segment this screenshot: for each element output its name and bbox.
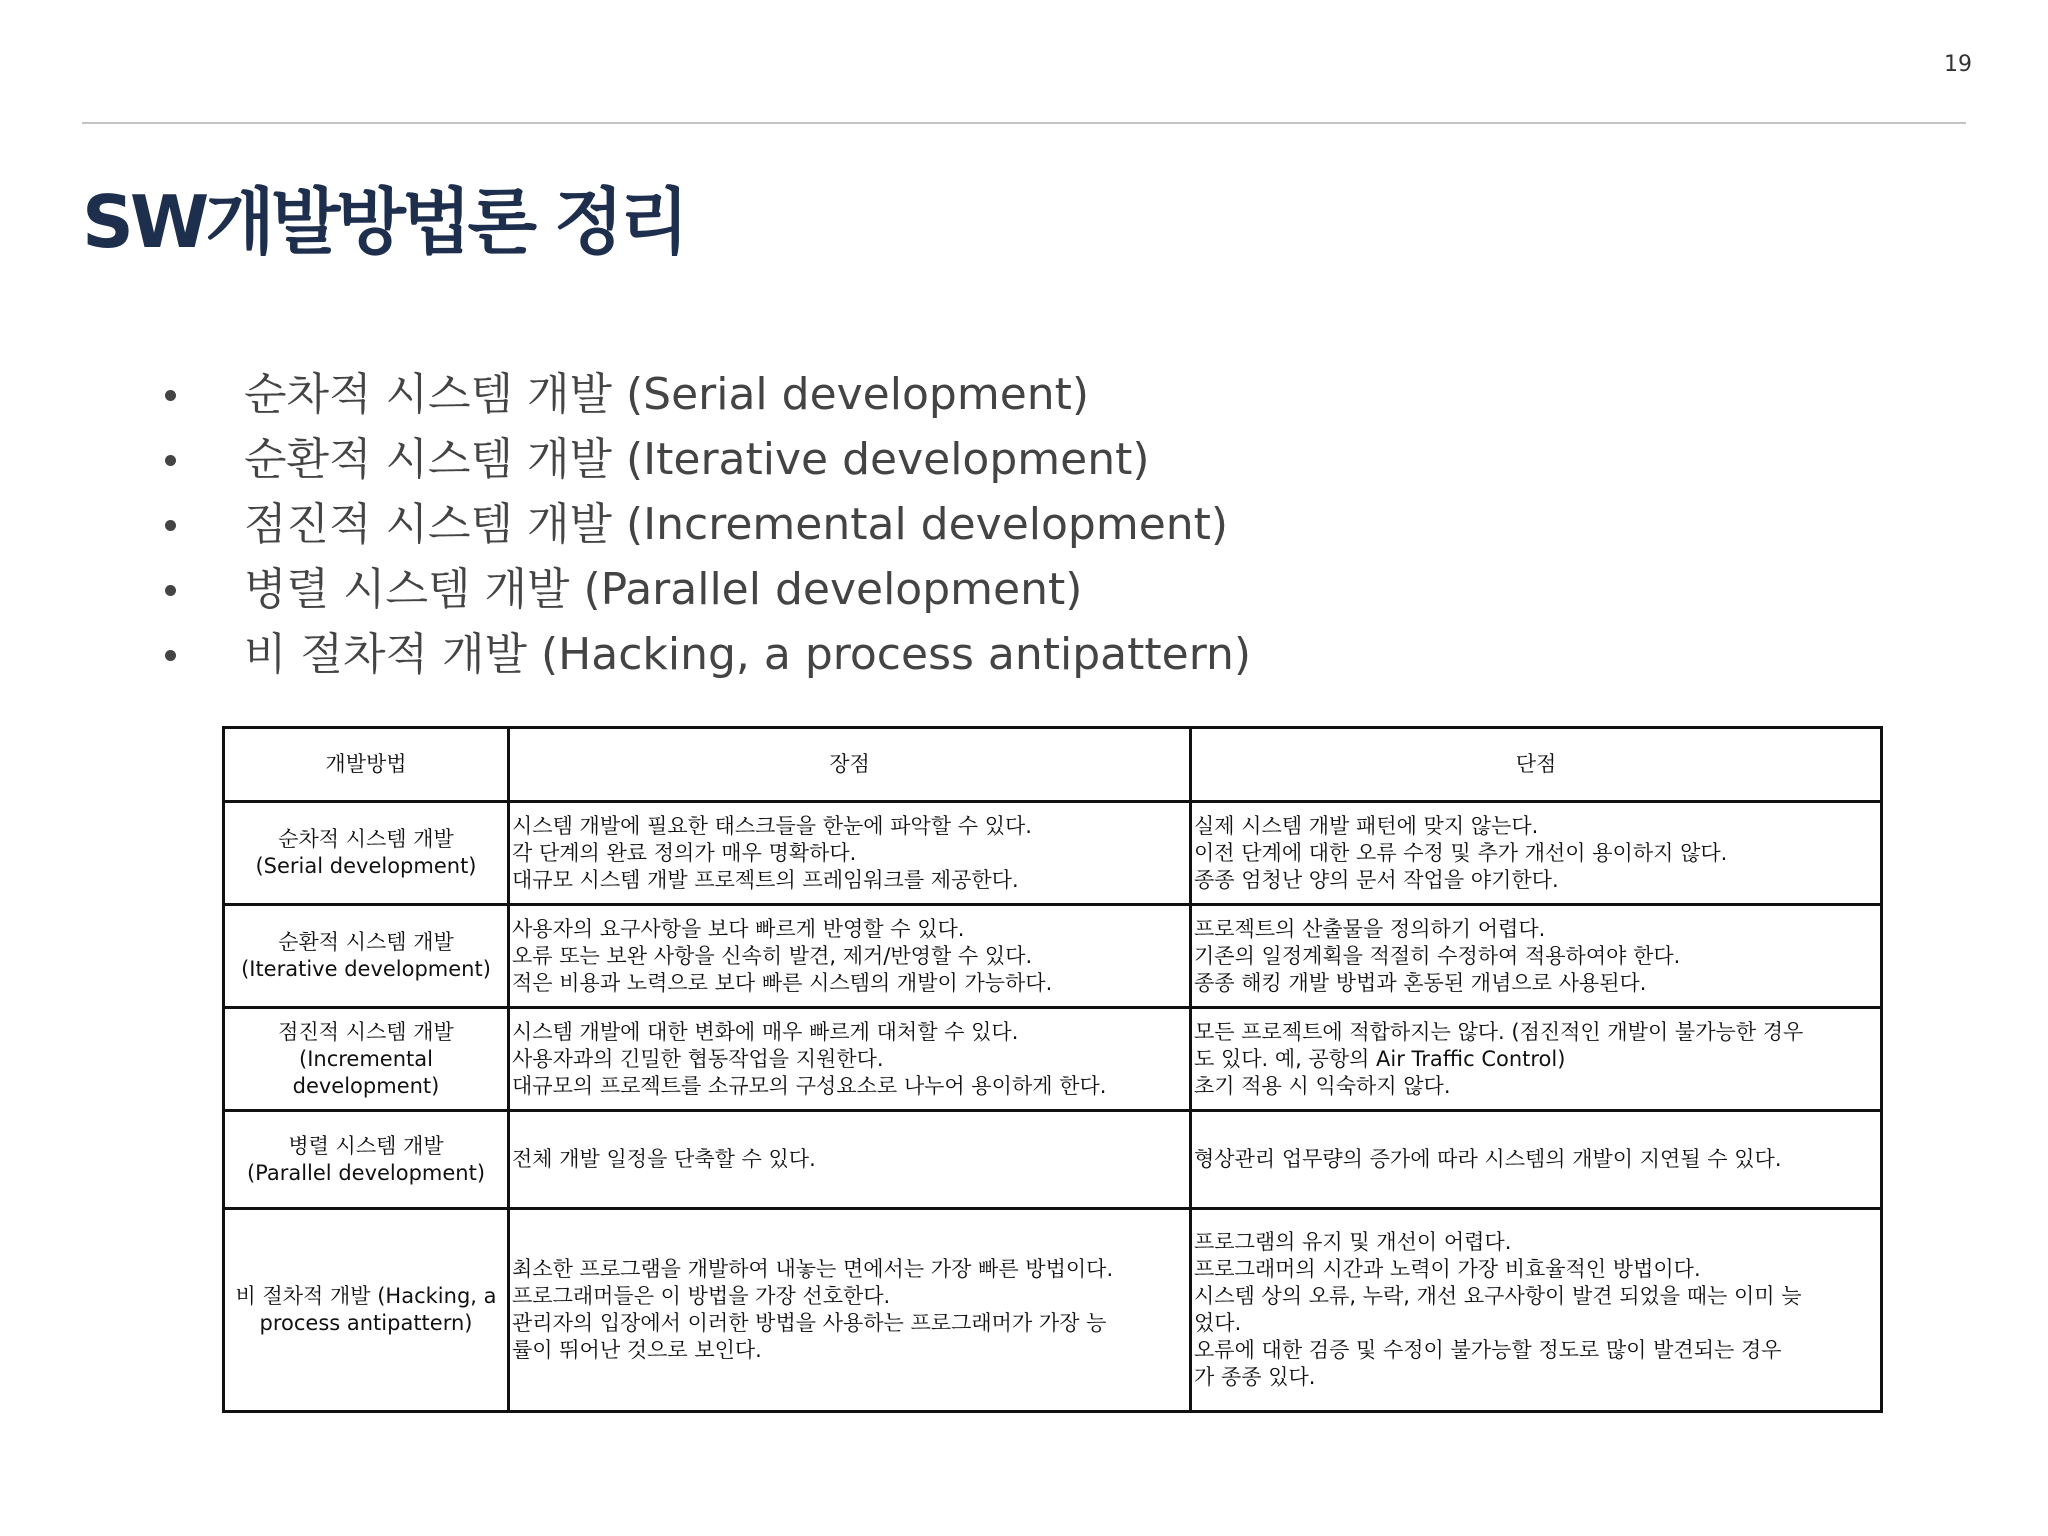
table-row xyxy=(224,905,1882,1008)
bullet-text: 점진적 시스템 개발 (Incremental development) xyxy=(244,499,1229,550)
method-name: 순환적 시스템 개발 xyxy=(278,930,454,954)
slide-title: SW개발방법론 정리 xyxy=(82,180,686,264)
bullet-text: 비 절차적 개발 (Hacking, a process antipattern) xyxy=(244,629,1252,680)
bullet-item xyxy=(162,492,1251,557)
bullet-item xyxy=(162,427,1251,492)
table-row xyxy=(224,1111,1882,1209)
method-cell xyxy=(224,802,509,905)
column-header-pros: 장점 xyxy=(509,728,1191,802)
bullet-text: 순환적 시스템 개발 (Iterative development) xyxy=(244,434,1150,485)
method-cell xyxy=(224,905,509,1008)
cons-cell: 프로그램의 유지 및 개선이 어렵다. 프로그래머의 시간과 노력이 가장 비효율적인 방법이다. 시스템 상의 오류, 누락, 개선 요구사항이 발견 되었을 때는 이미 늦 었다. 오류에 대한 검증 및 수정이 불가능할 정도로 많이 발견되는 경우 가 종종 있다. xyxy=(1191,1209,1882,1412)
method-english-name: (Incremental development) xyxy=(292,1046,440,1098)
comparison-table xyxy=(222,726,1883,1413)
bullet-item xyxy=(162,557,1251,622)
bullet-dot-icon xyxy=(165,585,176,596)
column-header-method: 개발방법 xyxy=(224,728,509,802)
table-row xyxy=(224,1209,1882,1412)
table-row xyxy=(224,1008,1882,1111)
bullet-item xyxy=(162,362,1251,427)
cons-cell: 형상관리 업무량의 증가에 따라 시스템의 개발이 지연될 수 있다. xyxy=(1191,1111,1882,1209)
method-english-name: (Serial development) xyxy=(255,854,477,878)
pros-cell: 전체 개발 일정을 단축할 수 있다. xyxy=(509,1111,1191,1209)
bullet-text: 순차적 시스템 개발 (Serial development) xyxy=(244,369,1090,420)
method-english-name: (Parallel development) xyxy=(246,1160,486,1185)
method-name: 비 절차적 개발 (Hacking, a xyxy=(235,1284,497,1308)
table-row xyxy=(224,802,1882,905)
cons-cell: 실제 시스템 개발 패턴에 맞지 않는다. 이전 단계에 대한 오류 수정 및 추가 개선이 용이하지 않다. 종종 엄청난 양의 문서 작업을 야기한다. xyxy=(1191,802,1882,905)
method-english-name: (Iterative development) xyxy=(241,957,491,981)
pros-cell: 시스템 개발에 필요한 태스크들을 한눈에 파악할 수 있다. 각 단계의 완료 정의가 매우 명확하다. 대규모 시스템 개발 프로젝트의 프레임워크를 제공한다. xyxy=(509,802,1191,905)
pros-cell: 시스템 개발에 대한 변화에 매우 빠르게 대처할 수 있다. 사용자과의 긴밀한 협동작업을 지원한다. 대규모의 프로젝트를 소규모의 구성요소로 나누어 용이하게 한다. xyxy=(509,1008,1191,1111)
bullet-dot-icon xyxy=(165,520,176,531)
pros-cell: 사용자의 요구사항을 보다 빠르게 반영할 수 있다. 오류 또는 보완 사항을 신속히 발견, 제거/반영할 수 있다. 적은 비용과 노력으로 보다 빠른 시스템의 개발이 가능하다. xyxy=(509,905,1191,1008)
table-header-row xyxy=(224,728,1882,802)
bullet-text: 병렬 시스템 개발 (Parallel development) xyxy=(244,564,1083,615)
method-english-name: process antipattern) xyxy=(259,1311,473,1335)
cons-cell: 모든 프로젝트에 적합하지는 않다. (점진적인 개발이 불가능한 경우 도 있다. 예, 공항의 Air Traffic Control) 초기 적용 시 익숙하지 않다. xyxy=(1191,1008,1882,1111)
bullet-dot-icon xyxy=(165,650,176,661)
page-number: 19 xyxy=(1944,52,1972,77)
header-divider xyxy=(82,122,1966,124)
method-cell xyxy=(224,1008,509,1111)
pros-cell: 최소한 프로그램을 개발하여 내놓는 면에서는 가장 빠른 방법이다. 프로그래머들은 이 방법을 가장 선호한다. 관리자의 입장에서 이러한 방법을 사용하는 프로그래머가 가장 능 률이 뛰어난 것으로 보인다. xyxy=(509,1209,1191,1412)
cons-cell: 프로젝트의 산출물을 정의하기 어렵다. 기존의 일정계획을 적절히 수정하여 적용하여야 한다. 종종 해킹 개발 방법과 혼동된 개념으로 사용된다. xyxy=(1191,905,1882,1008)
method-cell xyxy=(224,1209,509,1412)
method-cell xyxy=(224,1111,509,1209)
bullet-dot-icon xyxy=(165,390,176,401)
bullet-dot-icon xyxy=(165,455,176,466)
method-name: 점진적 시스템 개발 xyxy=(278,1019,454,1044)
method-name: 병렬 시스템 개발 xyxy=(288,1133,444,1158)
column-header-cons: 단점 xyxy=(1191,728,1882,802)
bullet-item xyxy=(162,622,1251,687)
method-bullet-list xyxy=(162,362,1251,687)
method-name: 순차적 시스템 개발 xyxy=(278,827,454,851)
